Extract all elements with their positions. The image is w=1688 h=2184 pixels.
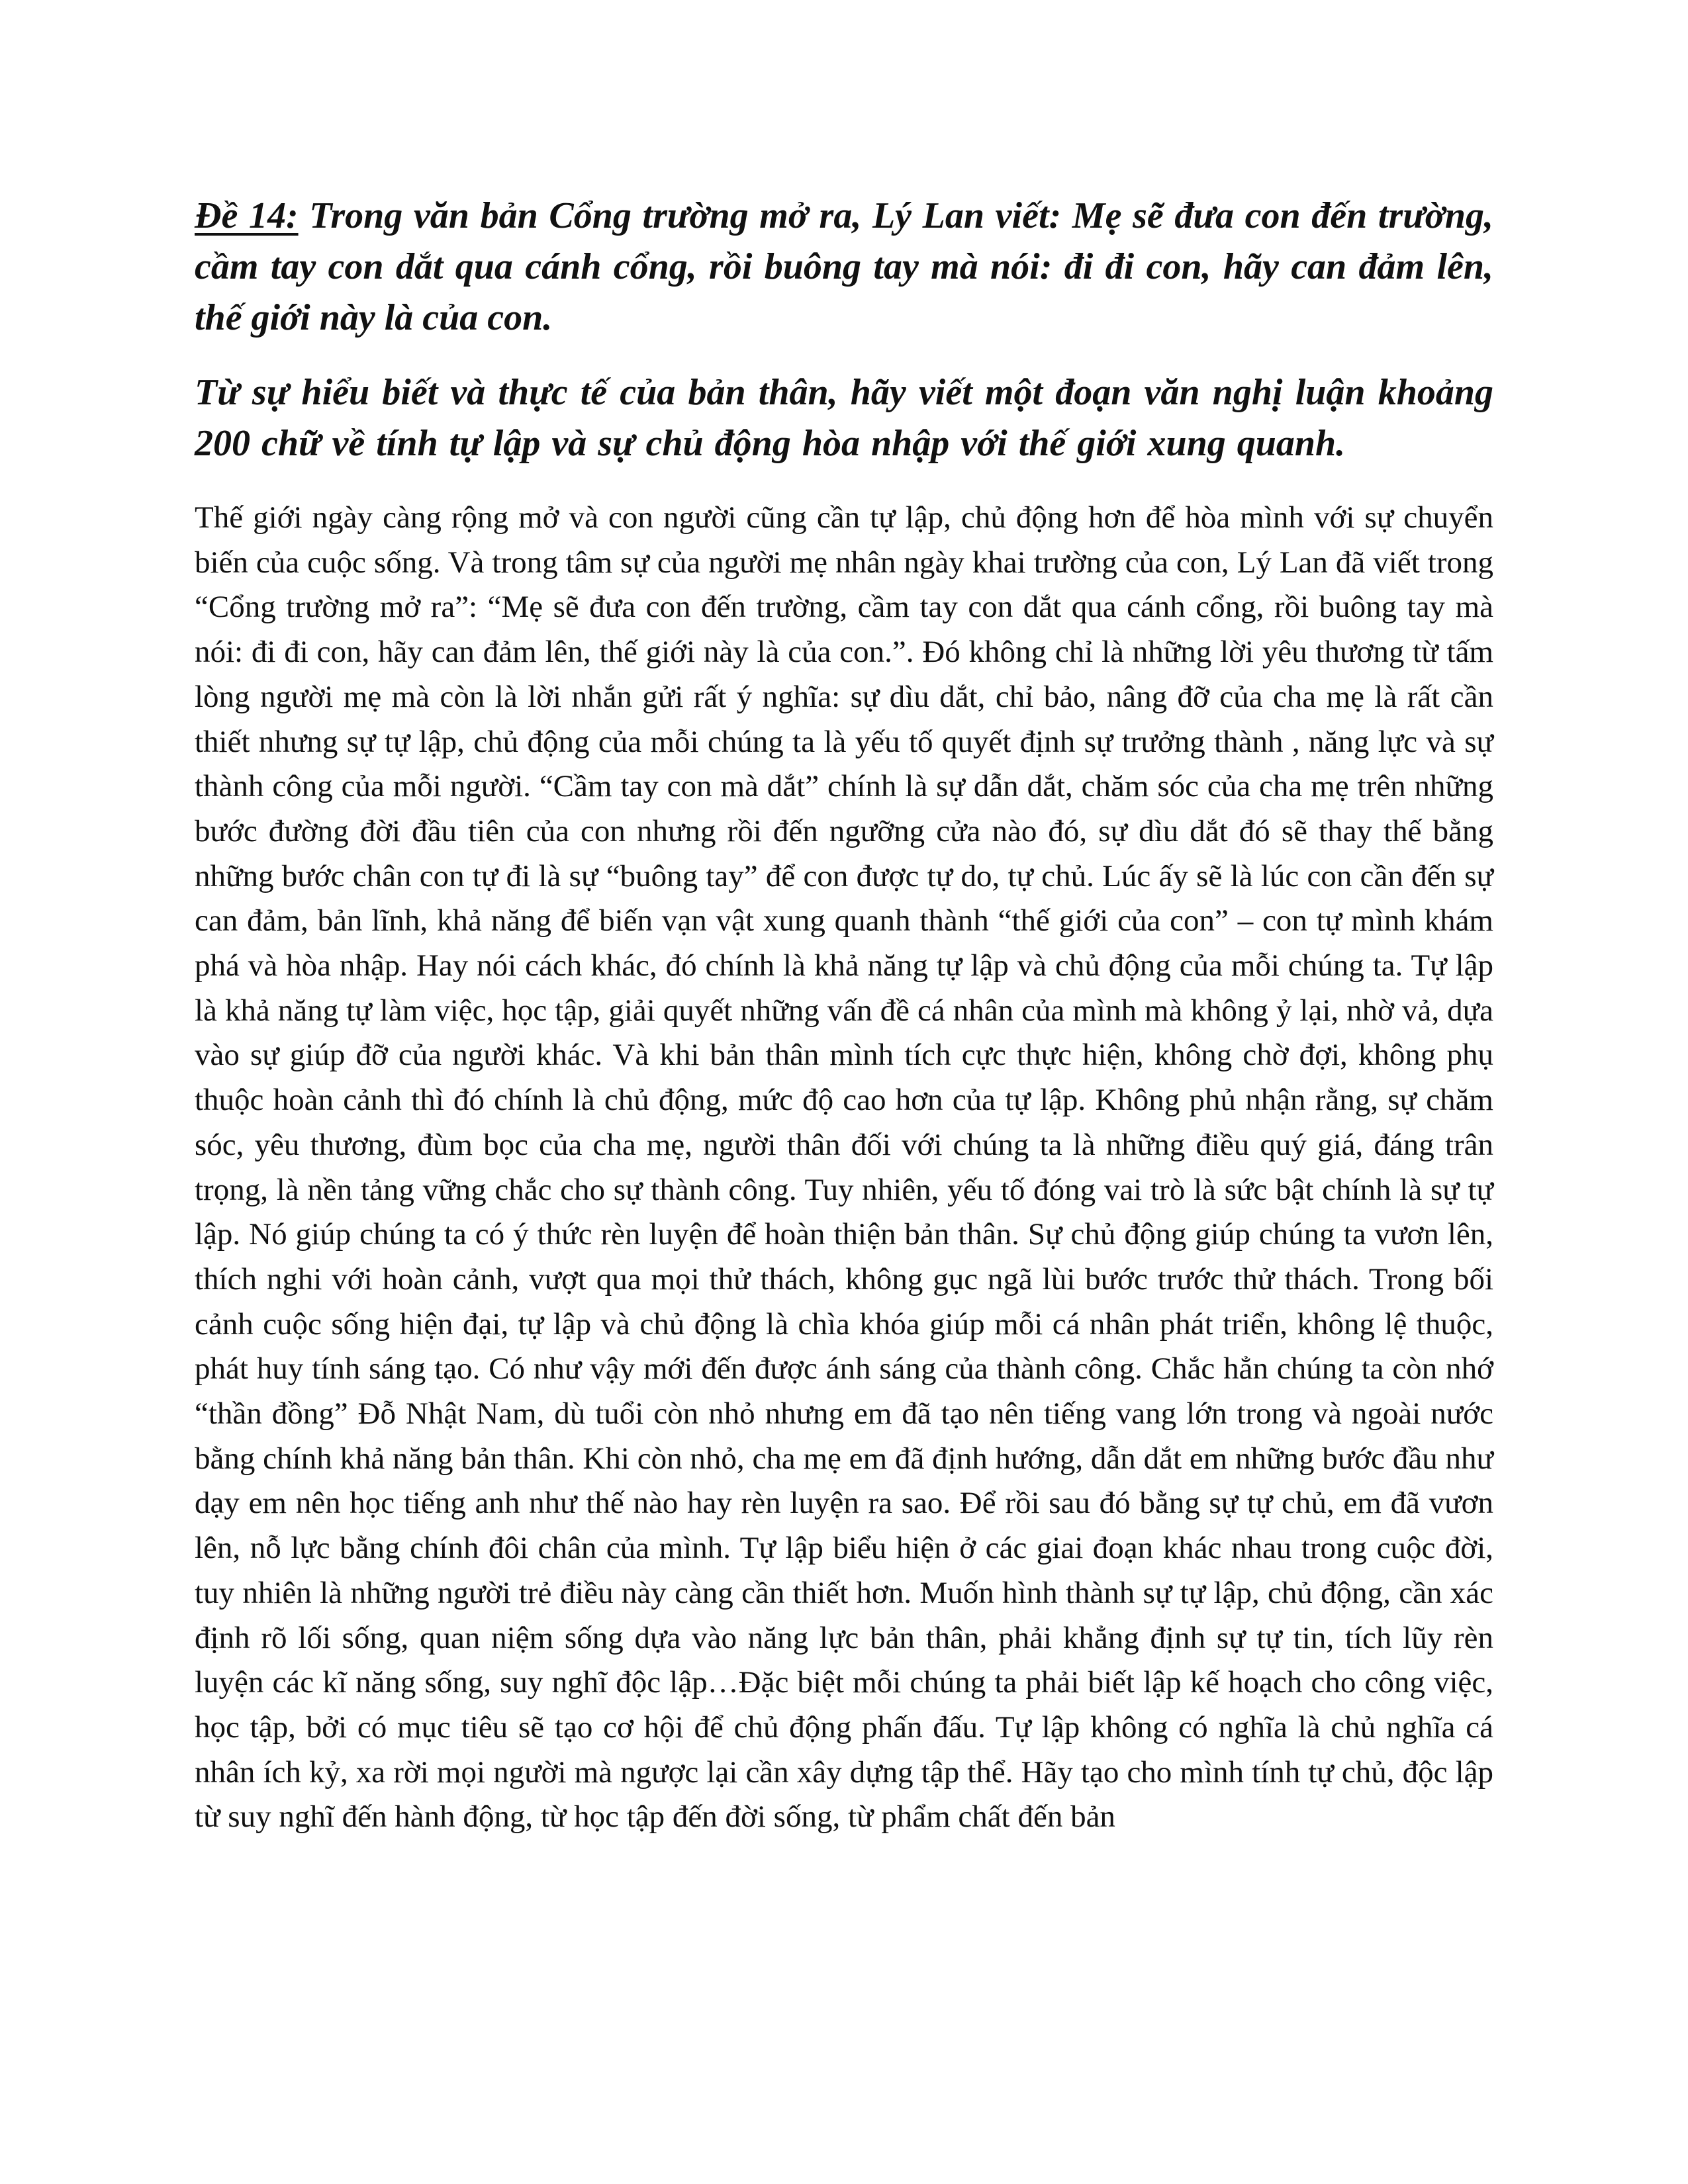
essay-body: Thế giới ngày càng rộng mở và con người cũng cần tự lập, chủ động hơn để hòa mình với sự chuyển biến của cuộc sống. Và trong tâm sự của người mẹ nhân ngày khai trường của con, Lý Lan đã viết trong “Cổng trường mở ra”: “Mẹ sẽ đưa con đến trường, cầm tay con dắt qua cánh cổng, rồi buông tay mà nói: đi đi con, hãy can đảm lên, thế giới này là của con.”. Đó không chỉ là những lời yêu thương từ tấm lòng người mẹ mà còn là lời nhắn gửi rất ý nghĩa: sự dìu dắt, chỉ bảo, nâng đỡ của cha mẹ là rất cần thiết nhưng sự tự lập, chủ động của mỗi chúng ta là yếu tố quyết định sự trưởng thành , năng lực và sự thành công của mỗi người. “Cầm tay con mà dắt” chính là sự dẫn dắt, chăm sóc của cha mẹ trên những bước đường đời đầu tiên của con nhưng rồi đến ngưỡng cửa nào đó, sự dìu dắt đó sẽ thay thế bằng những bước chân con tự đi là sự “buông tay” để con được tự do, tự chủ. Lúc ấy sẽ là lúc con cần đến sự can đảm, bản lĩnh, khả năng để biến vạn vật xung quanh thành “thế giới của con” – con tự mình khám phá và hòa nhập. Hay nói cách khác, đó chính là khả năng tự lập và chủ động của mỗi chúng ta. Tự lập là khả năng tự làm việc, học tập, giải quyết những vấn đề cá nhân của mình mà không ỷ lại, nhờ vả, dựa vào sự giúp đỡ của người khác. Và khi bản thân mình tích cực thực hiện, không chờ đợi, không phụ thuộc hoàn cảnh thì đó chính là chủ động, mức độ cao hơn của tự lập. Không phủ nhận rằng, sự chăm sóc, yêu thương, đùm bọc của cha mẹ, người thân đối với chúng ta là những điều quý giá, đáng trân trọng, là nền tảng vững chắc cho sự thành công. Tuy nhiên, yếu tố đóng vai trò là sức bật chính là sự tự lập. Nó giúp chúng ta có ý thức rèn luyện để hoàn thiện bản thân. Sự chủ động giúp chúng ta vươn lên, thích nghi với hoàn cảnh, vượt qua mọi thử thách, không gục ngã lùi bước trước thử thách. Trong bối cảnh cuộc sống hiện đại, tự lập và chủ động là chìa khóa giúp mỗi cá nhân phát triển, không lệ thuộc, phát huy tính sáng tạo. Có như vậy mới đến được ánh sáng của thành công. Chắc hẳn chúng ta còn nhớ “thần đồng” Đỗ Nhật Nam, dù tuổi còn nhỏ nhưng em đã tạo nên tiếng vang lớn trong và ngoài nước bằng chính khả năng bản thân. Khi còn nhỏ, cha mẹ em đã định hướng, dẫn dắt em những bước đầu như dạy em nên học tiếng anh như thế nào hay rèn luyện ra sao. Để rồi sau đó bằng sự tự chủ, em đã vươn lên, nỗ lực bằng chính đôi chân của mình. Tự lập biểu hiện ở các giai đoạn khác nhau trong cuộc đời, tuy nhiên là những người trẻ điều này càng cần thiết hơn. Muốn hình thành sự tự lập, chủ động, cần xác định rõ lối sống, quan niệm sống dựa vào năng lực bản thân, phải khẳng định sự tự tin, tích lũy rèn luyện các kĩ năng sống, suy nghĩ độc lập…Đặc biệt mỗi chúng ta phải biết lập kế hoạch cho công việc, học tập, bởi có mục tiêu sẽ tạo cơ hội để chủ động phấn đấu. Tự lập không có nghĩa là chủ nghĩa cá nhân ích kỷ, xa rời mọi người mà ngược lại cần xây dựng tập thể. Hãy tạo cho mình tính tự chủ, độc lập từ suy nghĩ đến hành động, từ học tập đến đời sống, từ phẩm chất đến bản xyxy=(195,500,1493,1835)
essay-prompt xyxy=(195,191,1493,343)
document-content xyxy=(195,191,1493,1840)
prompt-text: Trong văn bản Cổng trường mở ra, Lý Lan viết: Mẹ sẽ đưa con đến trường, cầm tay con dắt qua cánh cổng, rồi buông tay mà nói: đi đi con, hãy can đảm lên, thế giới này là của con. xyxy=(195,195,1493,338)
prompt-label: Đề 14: xyxy=(195,195,299,236)
essay-task: Từ sự hiểu biết và thực tế của bản thân, hãy viết một đoạn văn nghị luận khoảng 200 chữ về tính tự lập và sự chủ động hòa nhập với thế giới xung quanh. xyxy=(195,372,1493,464)
